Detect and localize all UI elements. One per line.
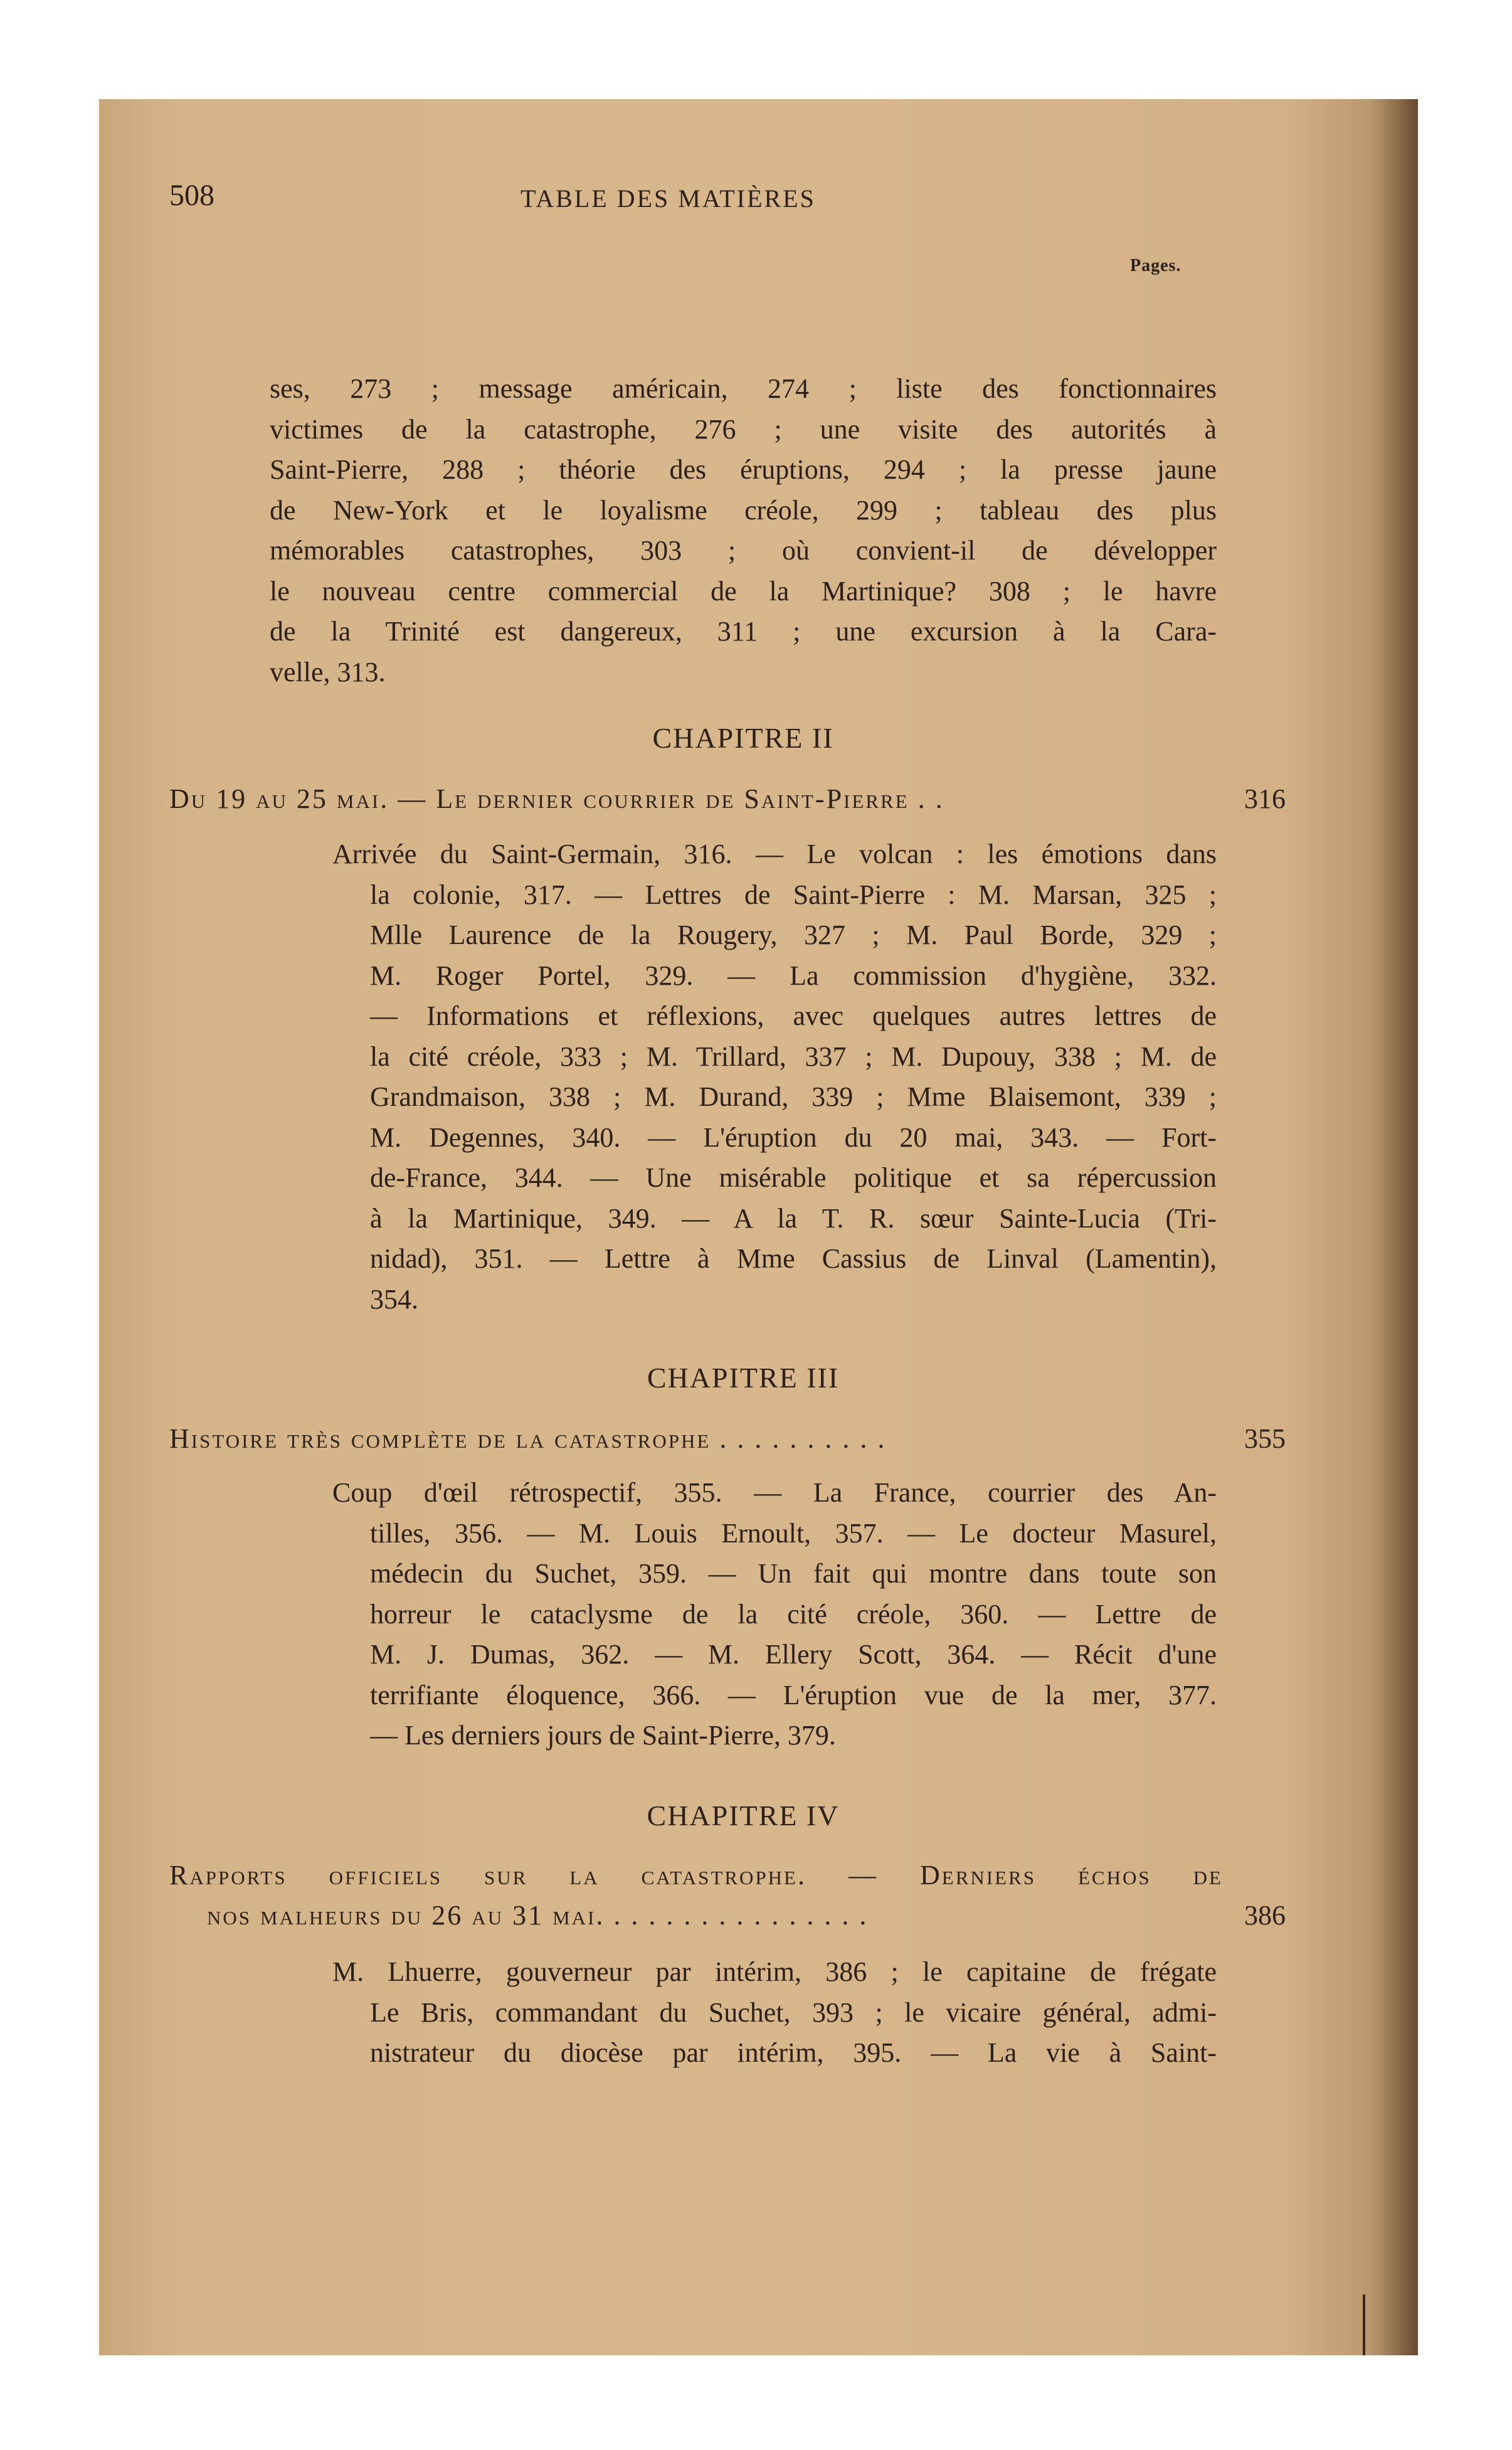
- chapter-page-number: 386: [1244, 1900, 1286, 1931]
- text-line: velle, 313.: [270, 656, 386, 687]
- text-line: nistrateur du diocèse par intérim, 395. — La vie à Saint-: [370, 2037, 1217, 2068]
- text-line: terrifiante éloquence, 366. — L'éruption vue de la mer, 377.: [370, 1679, 1217, 1710]
- text-line: M. J. Dumas, 362. — M. Ellery Scott, 364. — Récit d'une: [370, 1639, 1217, 1670]
- text-line: 354.: [370, 1283, 418, 1315]
- page-edge-shadow: [1368, 99, 1418, 2355]
- text-line: de-France, 344. — Une misérable politique et sa répercussion: [370, 1162, 1217, 1193]
- text-line: le nouveau centre commercial de la Martinique? 308 ; le havre: [270, 575, 1217, 607]
- text-line: M. Lhuerre, gouverneur par intérim, 386 ; le capitaine de frégate: [332, 1956, 1217, 1987]
- chapter-title: [169, 779, 1286, 819]
- chapter-title-text: nos malheurs du 26 au 31 mai. . . . . . . . . . . . . . . .: [207, 1900, 869, 1931]
- chapter-heading: CHAPITRE IV: [647, 1800, 840, 1832]
- text-line: nidad), 351. — Lettre à Mme Cassius de Linval (Lamentin),: [370, 1243, 1217, 1274]
- text-line: Grandmaison, 338 ; M. Durand, 339 ; Mme Blaisemont, 339 ;: [370, 1081, 1217, 1112]
- text-line: M. Degennes, 340. — L'éruption du 20 mai, 343. — Fort-: [370, 1122, 1217, 1153]
- chapter-title-line-2: [207, 1896, 1286, 1936]
- chapter-title-line-1: [169, 1855, 1223, 1896]
- text-line: Le Bris, commandant du Suchet, 393 ; le vicaire général, admi-: [370, 1997, 1217, 2028]
- text-line: la cité créole, 333 ; M. Trillard, 337 ; M. Dupouy, 338 ; M. de: [370, 1041, 1217, 1072]
- pages-column-label: Pages.: [1130, 256, 1182, 275]
- text-line: mémorables catastrophes, 303 ; où convient-il de développer: [270, 535, 1217, 566]
- running-head: TABLE DES MATIÈRES: [521, 184, 816, 213]
- text-line: à la Martinique, 349. — A la T. R. sœur Sainte-Lucia (Tri-: [370, 1202, 1217, 1234]
- text-line: victimes de la catastrophe, 276 ; une visite des autorités à: [270, 413, 1217, 445]
- chapter-title-text: Rapports officiels sur la catastrophe. — Derniers échos de: [169, 1860, 1223, 1891]
- chapter-summary: [332, 1473, 1217, 1756]
- text-line: ses, 273 ; message américain, 274 ; liste des fonctionnaires: [270, 373, 1217, 404]
- chapter-summary: [332, 1952, 1217, 2074]
- chapter-page-number: 355: [1244, 1423, 1286, 1454]
- intro-paragraph: [270, 369, 1217, 692]
- text-line: Saint-Pierre, 288 ; théorie des éruptions, 294 ; la presse jaune: [270, 454, 1217, 485]
- text-line: tilles, 356. — M. Louis Ernoult, 357. — Le docteur Masurel,: [370, 1517, 1217, 1549]
- chapter-heading: CHAPITRE III: [647, 1362, 840, 1394]
- text-line: Mlle Laurence de la Rougery, 327 ; M. Paul Borde, 329 ;: [370, 920, 1217, 950]
- page-number: 508: [169, 179, 214, 212]
- text-line: M. Roger Portel, 329. — La commission d'hygiène, 332.: [370, 960, 1217, 991]
- chapter-title-text: Du 19 au 25 mai. — Le dernier courrier de Saint-Pierre . .: [169, 783, 944, 814]
- chapter-title: [169, 1419, 1286, 1459]
- chapter-page-number: 316: [1244, 783, 1286, 814]
- text-line: la colonie, 317. — Lettres de Saint-Pierre : M. Marsan, 325 ;: [370, 879, 1217, 910]
- text-line: médecin du Suchet, 359. — Un fait qui montre dans toute son: [370, 1558, 1217, 1589]
- text-line: horreur le cataclysme de la cité créole, 360. — Lettre de: [370, 1598, 1217, 1630]
- text-line: de la Trinité est dangereux, 311 ; une excursion à la Cara-: [270, 616, 1217, 647]
- text-line: Coup d'œil rétrospectif, 355. — La France, courrier des An-: [332, 1477, 1217, 1508]
- text-line: de New-York et le loyalisme créole, 299 ; tableau des plus: [270, 494, 1217, 526]
- chapter-heading: CHAPITRE II: [652, 722, 834, 754]
- chapter-title-text: Histoire très complète de la catastrophe . . . . . . . . . .: [169, 1423, 887, 1454]
- text-line: — Les derniers jours de Saint-Pierre, 379.: [370, 1720, 836, 1751]
- binding-mark: [1363, 2294, 1365, 2355]
- text-line: Arrivée du Saint-Germain, 316. — Le volcan : les émotions dans: [332, 839, 1217, 869]
- chapter-summary: [332, 834, 1217, 1320]
- text-line: — Informations et réflexions, avec quelques autres lettres de: [370, 1000, 1217, 1031]
